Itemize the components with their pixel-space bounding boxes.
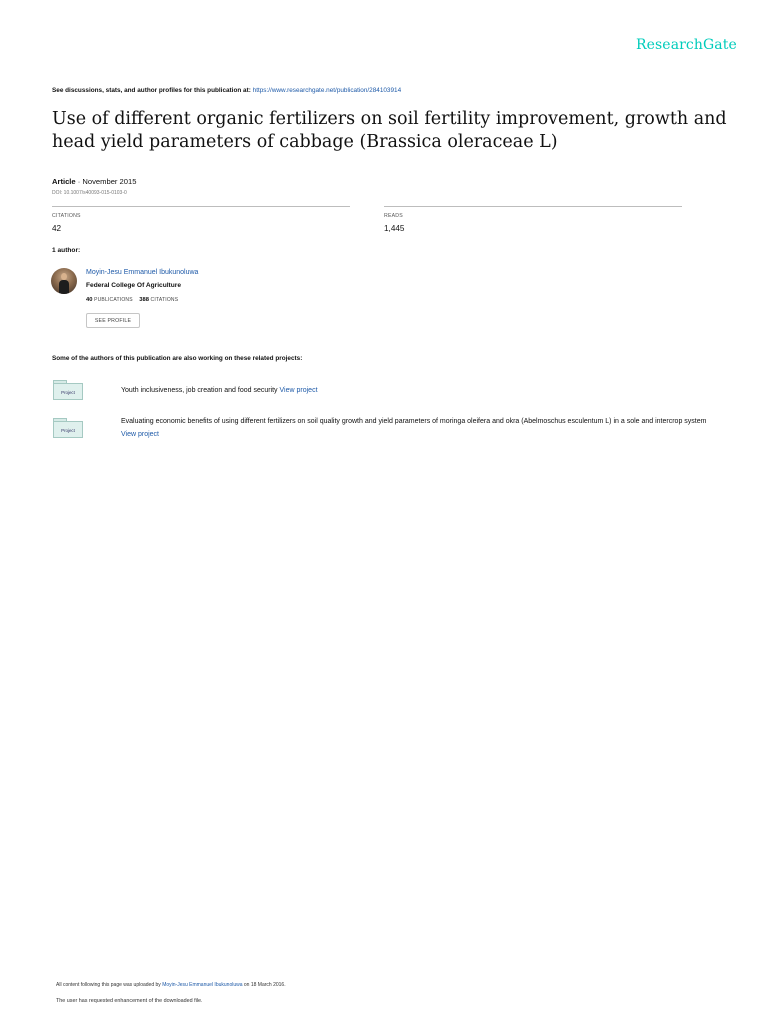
see-profile-button[interactable]: SEE PROFILE: [86, 313, 140, 328]
project-folder-icon[interactable]: [53, 418, 83, 438]
avatar-body-shape: [59, 280, 69, 294]
upload-note-suffix: on 18 March 2016.: [243, 982, 286, 988]
project-badge: Project: [53, 383, 83, 400]
project-badge: Project: [53, 421, 83, 438]
doi: DOI: 10.1007/s40093-015-0103-0: [52, 190, 127, 196]
related-projects-heading: Some of the authors of this publication are also working on these related projects:: [52, 355, 303, 362]
author-citations-count: 388: [139, 297, 149, 303]
project-description: Youth inclusiveness, job creation and food security: [121, 387, 278, 394]
see-discussions-text: See discussions, stats, and author profiles for this publication at:: [52, 87, 251, 94]
article-meta: [52, 177, 136, 186]
enhancement-note: The user has requested enhancement of the downloaded file.: [56, 998, 203, 1004]
author-citations-label: CITATIONS: [150, 297, 179, 303]
meta-separator: ·: [77, 177, 81, 186]
citations-value: 42: [52, 224, 62, 233]
avatar[interactable]: [51, 268, 77, 294]
author-stats: [86, 297, 178, 303]
upload-note: [56, 982, 286, 988]
author-publications-count: 40: [86, 297, 93, 303]
see-discussions-line: [52, 87, 401, 94]
article-type: Article: [52, 177, 76, 186]
view-project-link[interactable]: View project: [121, 430, 160, 438]
authors-heading: 1 author:: [52, 247, 81, 254]
view-project-link[interactable]: View project: [279, 387, 318, 394]
publication-url-link[interactable]: https://www.researchgate.net/publication/284103914: [252, 87, 402, 94]
researchgate-logo[interactable]: ResearchGate: [636, 37, 737, 53]
avatar-head-shape: [61, 273, 67, 280]
author-publications-label: PUBLICATIONS: [94, 297, 133, 303]
citations-label: CITATIONS: [52, 213, 81, 219]
citations-divider: [52, 206, 350, 207]
uploader-link[interactable]: Moyin-Jesu Emmanuel Ibukunoluwa: [162, 982, 243, 988]
project-item: [121, 416, 709, 441]
author-affiliation: Federal College Of Agriculture: [86, 282, 182, 289]
author-name-link[interactable]: Moyin-Jesu Emmanuel Ibukunoluwa: [86, 269, 199, 276]
paper-title: Use of different organic fertilizers on soil fertility improvement, growth and head yield parameters of cabbage (Brassica oleraceae L): [52, 109, 727, 152]
reads-label: READS: [384, 213, 403, 219]
article-date: November 2015: [82, 177, 137, 186]
project-item: [121, 385, 721, 398]
project-description: Evaluating economic benefits of using different fertilizers on soil quality growth and yield parameters of moringa oleifera and okra (Abelmoschus esculentum L) in a sole and intercrop system: [121, 418, 707, 425]
project-folder-icon[interactable]: [53, 380, 83, 400]
reads-value: 1,445: [384, 224, 405, 233]
upload-note-prefix: All content following this page was uploaded by: [56, 982, 161, 988]
reads-divider: [384, 206, 682, 207]
